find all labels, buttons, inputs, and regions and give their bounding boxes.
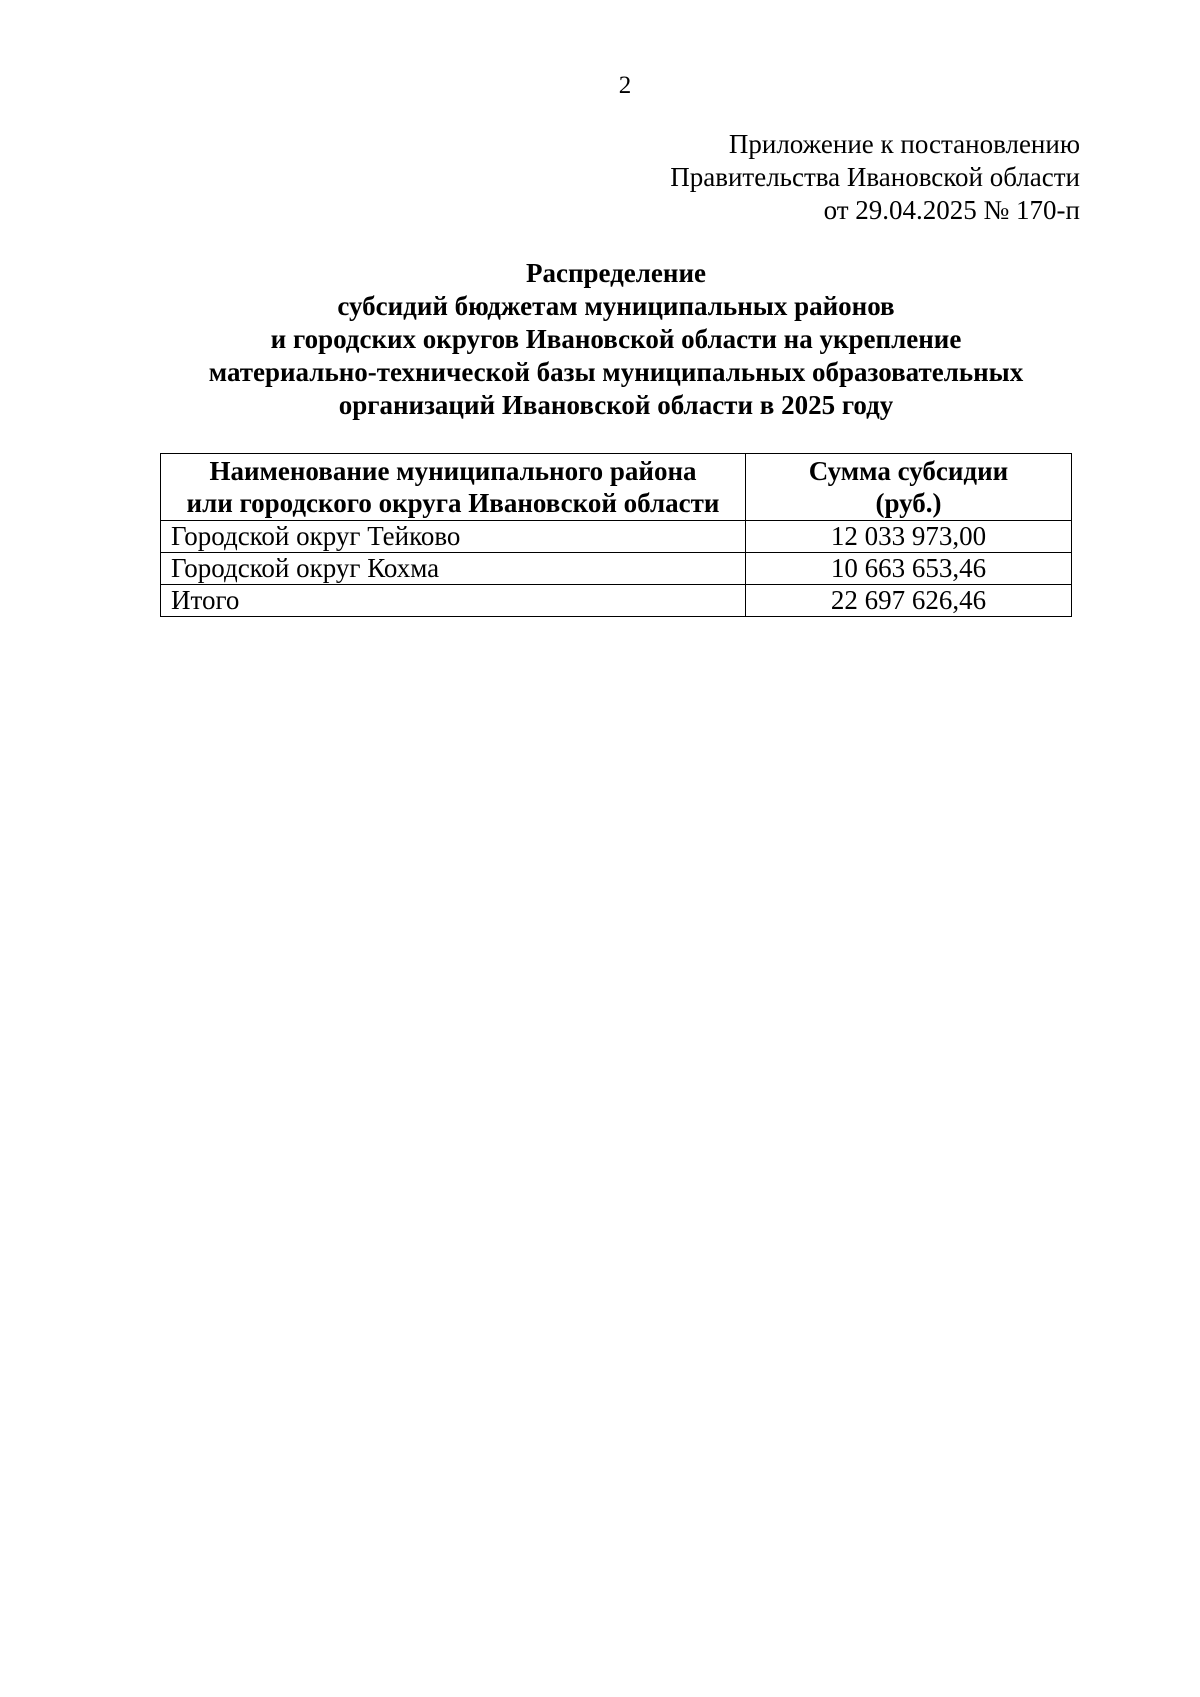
table-row: [161, 521, 1072, 553]
header-municipality: [161, 454, 746, 521]
appendix-line-1: Приложение к постановлению: [728, 129, 1080, 159]
row-amount: 12 033 973,00: [746, 521, 1072, 553]
page-number: 2: [618, 72, 632, 99]
subsidy-table: [160, 453, 1072, 617]
title-line-2: субсидий бюджетам муниципальных районов: [337, 291, 895, 321]
table-row-total: [161, 585, 1072, 617]
row-municipality: Городской округ Кохма: [161, 553, 746, 585]
header-amount-line-2: (руб.): [875, 488, 942, 518]
document-title: [160, 257, 1072, 422]
header-amount: [746, 454, 1072, 521]
table-header-row: [161, 454, 1072, 521]
header-municipality-line-2: или городского округа Ивановской области: [186, 488, 720, 518]
row-total-label: Итого: [161, 585, 746, 617]
row-amount: 10 663 653,46: [746, 553, 1072, 585]
appendix-line-2: Правительства Ивановской области: [670, 162, 1080, 192]
appendix-line-3: от 29.04.2025 № 170-п: [823, 195, 1080, 225]
title-line-3: и городских округов Ивановской области на укрепление: [270, 324, 962, 354]
header-amount-line-1: Сумма субсидии: [808, 456, 1009, 486]
title-line-5: организаций Ивановской области в 2025 году: [338, 390, 894, 420]
title-line-4: материально-технической базы муниципальных образовательных: [208, 357, 1024, 387]
row-total-amount: 22 697 626,46: [746, 585, 1072, 617]
table-row: [161, 553, 1072, 585]
row-municipality: Городской округ Тейково: [161, 521, 746, 553]
header-municipality-line-1: Наименование муниципального района: [209, 456, 697, 486]
appendix-reference: [670, 128, 1080, 227]
title-line-1: Распределение: [525, 258, 707, 288]
